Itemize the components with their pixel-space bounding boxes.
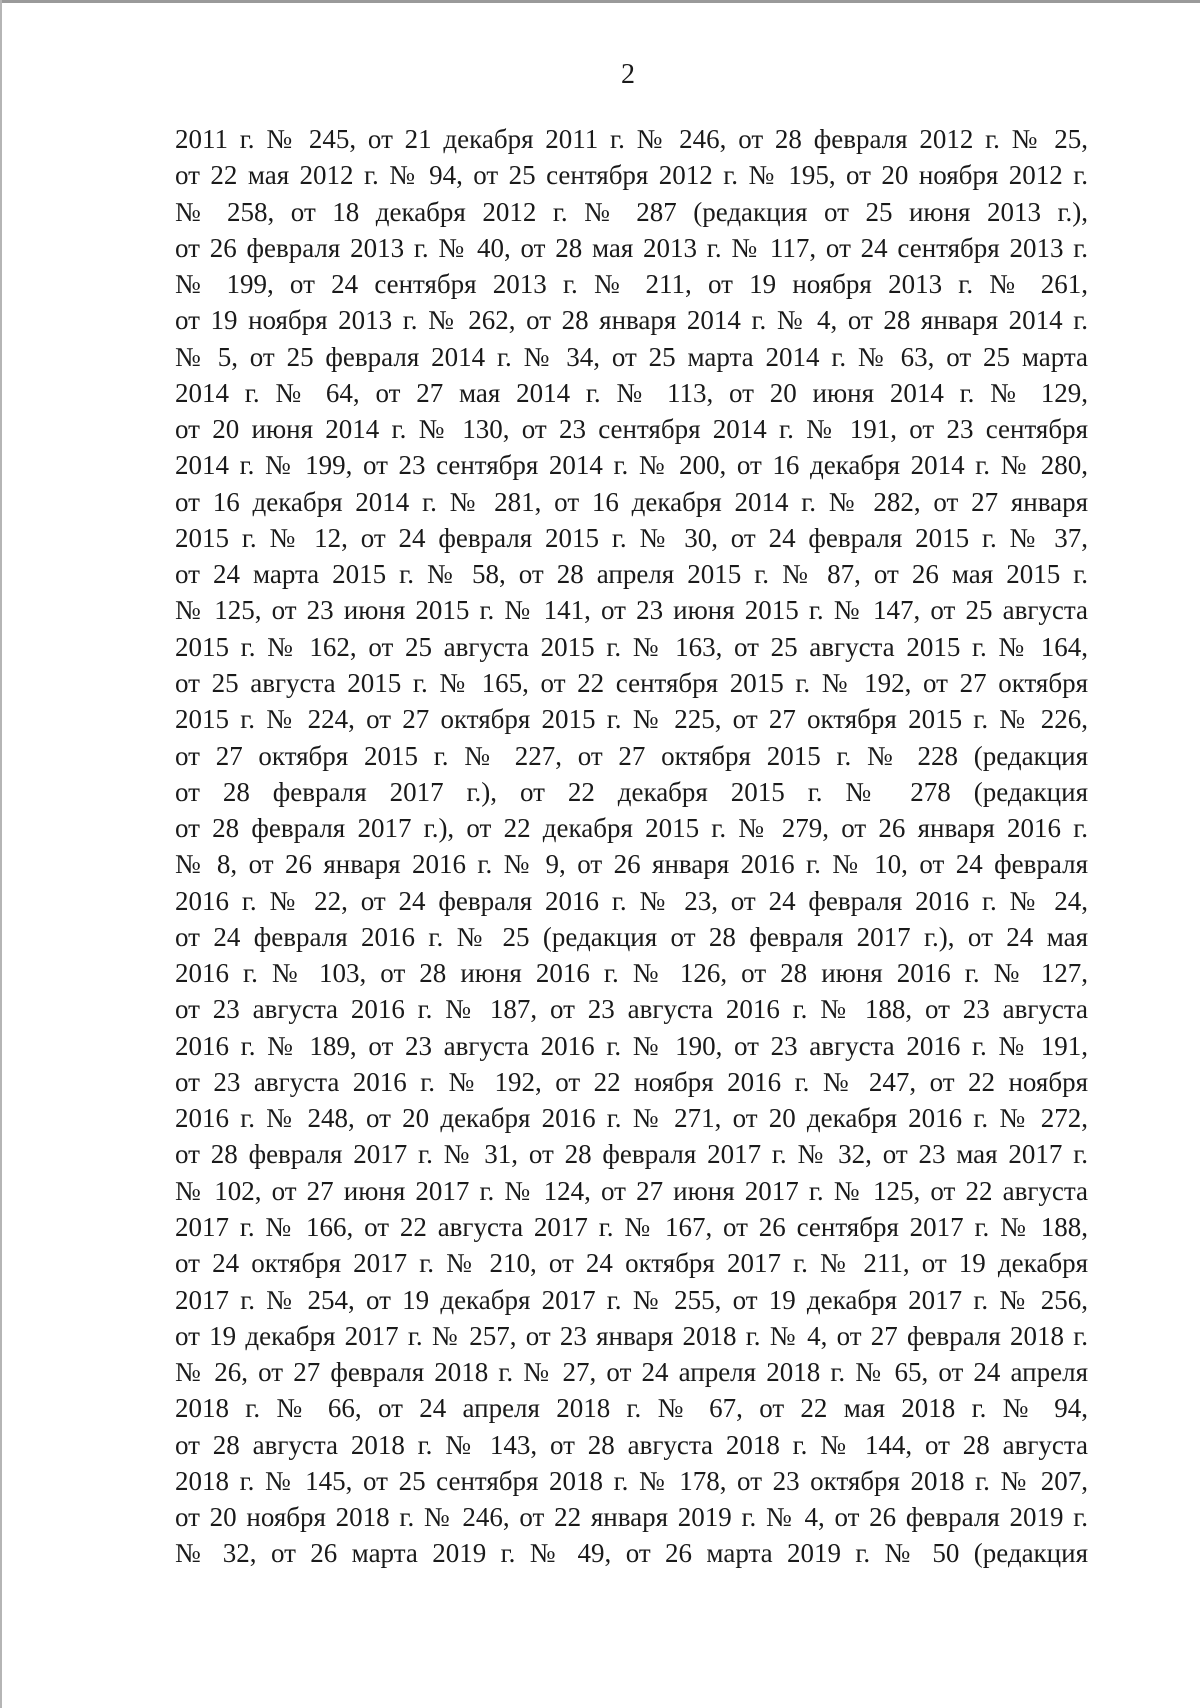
text-line: от 23 августа 2016 г. № 192, от 22 ноября 2016 г. № 247, от 22 ноября [175,1066,1088,1097]
text-line: 2018 г. № 145, от 25 сентября 2018 г. № 178, от 23 октября 2018 г. № 207, [175,1465,1088,1496]
text-line: 2016 г. № 103, от 28 июня 2016 г. № 126, от 28 июня 2016 г. № 127, [175,958,1088,989]
text-line: от 19 декабря 2017 г. № 257, от 23 января 2018 г. № 4, от 27 февраля 2018 г. [175,1320,1088,1351]
text-line: от 24 февраля 2016 г. № 25 (редакция от 28 февраля 2017 г.), от 24 мая [175,921,1088,952]
text-line: № 258, от 18 декабря 2012 г. № 287 (редакция от 25 июня 2013 г.), [175,196,1088,227]
text-line: 2016 г. № 189, от 23 августа 2016 г. № 190, от 23 августа 2016 г. № 191, [175,1030,1088,1061]
text-line: 2015 г. № 162, от 25 августа 2015 г. № 163, от 25 августа 2015 г. № 164, [175,631,1088,662]
text-line: от 19 ноября 2013 г. № 262, от 28 января 2014 г. № 4, от 28 января 2014 г. [175,305,1088,336]
text-line: № 32, от 26 марта 2019 г. № 49, от 26 марта 2019 г. № 50 (редакция [175,1538,1088,1569]
text-line: № 199, от 24 сентября 2013 г. № 211, от 19 ноября 2013 г. № 261, [175,269,1088,300]
text-line: 2011 г. № 245, от 21 декабря 2011 г. № 246, от 28 февраля 2012 г. № 25, [175,124,1088,154]
text-line: от 24 марта 2015 г. № 58, от 28 апреля 2015 г. № 87, от 26 мая 2015 г. [175,559,1088,590]
text-line: 2014 г. № 64, от 27 мая 2014 г. № 113, от 20 июня 2014 г. № 129, [175,377,1088,408]
text-line: от 28 февраля 2017 г.), от 22 декабря 2015 г. № 279, от 26 января 2016 г. [175,813,1088,844]
text-line: № 5, от 25 февраля 2014 г. № 34, от 25 марта 2014 г. № 63, от 25 марта [175,341,1088,372]
scan-edge-top [0,0,1200,3]
text-line: 2017 г. № 166, от 22 августа 2017 г. № 167, от 26 сентября 2017 г. № 188, [175,1211,1088,1242]
text-line: от 26 февраля 2013 г. № 40, от 28 мая 2013 г. № 117, от 24 сентября 2013 г. [175,232,1088,263]
text-line: от 24 октября 2017 г. № 210, от 24 октября 2017 г. № 211, от 19 декабря [175,1248,1088,1279]
scan-edge-left [0,0,2,1708]
text-line: от 23 августа 2016 г. № 187, от 23 августа 2016 г. № 188, от 23 августа [175,994,1088,1025]
text-line: 2016 г. № 22, от 24 февраля 2016 г. № 23, от 24 февраля 2016 г. № 24, [175,885,1088,916]
text-line: от 20 ноября 2018 г. № 246, от 22 января 2019 г. № 4, от 26 февраля 2019 г. [175,1502,1088,1533]
text-line: от 27 октября 2015 г. № 227, от 27 октября 2015 г. № 228 (редакция [175,740,1088,771]
text-line: 2017 г. № 254, от 19 декабря 2017 г. № 255, от 19 декабря 2017 г. № 256, [175,1284,1088,1315]
text-line: № 26, от 27 февраля 2018 г. № 27, от 24 апреля 2018 г. № 65, от 24 апреля [175,1357,1088,1388]
text-line: от 25 августа 2015 г. № 165, от 22 сентября 2015 г. № 192, от 27 октября [175,667,1088,698]
document-body [175,121,1088,1572]
text-line: от 20 июня 2014 г. № 130, от 23 сентября 2014 г. № 191, от 23 сентября [175,414,1088,445]
text-line: 2018 г. № 66, от 24 апреля 2018 г. № 67, от 22 мая 2018 г. № 94, [175,1393,1088,1424]
text-line: от 28 августа 2018 г. № 143, от 28 августа 2018 г. № 144, от 28 августа [175,1429,1088,1460]
page-number: 2 [621,59,635,90]
text-line: от 28 февраля 2017 г.), от 22 декабря 2015 г. № 278 (редакция [175,776,1088,807]
text-line: от 16 декабря 2014 г. № 281, от 16 декабря 2014 г. № 282, от 27 января [175,486,1088,517]
text-line: 2016 г. № 248, от 20 декабря 2016 г. № 271, от 20 декабря 2016 г. № 272, [175,1103,1088,1134]
text-line: от 22 мая 2012 г. № 94, от 25 сентября 2012 г. № 195, от 20 ноября 2012 г. [175,160,1088,191]
text-line: от 28 февраля 2017 г. № 31, от 28 февраля 2017 г. № 32, от 23 мая 2017 г. [175,1139,1088,1170]
text-line: 2015 г. № 12, от 24 февраля 2015 г. № 30, от 24 февраля 2015 г. № 37, [175,522,1088,553]
text-line: № 8, от 26 января 2016 г. № 9, от 26 января 2016 г. № 10, от 24 февраля [175,849,1088,880]
text-line: 2015 г. № 224, от 27 октября 2015 г. № 225, от 27 октября 2015 г. № 226, [175,704,1088,735]
text-line: № 125, от 23 июня 2015 г. № 141, от 23 июня 2015 г. № 147, от 25 августа [175,595,1088,626]
text-line: № 102, от 27 июня 2017 г. № 124, от 27 июня 2017 г. № 125, от 22 августа [175,1175,1088,1206]
text-line: 2014 г. № 199, от 23 сентября 2014 г. № 200, от 16 декабря 2014 г. № 280, [175,450,1088,481]
